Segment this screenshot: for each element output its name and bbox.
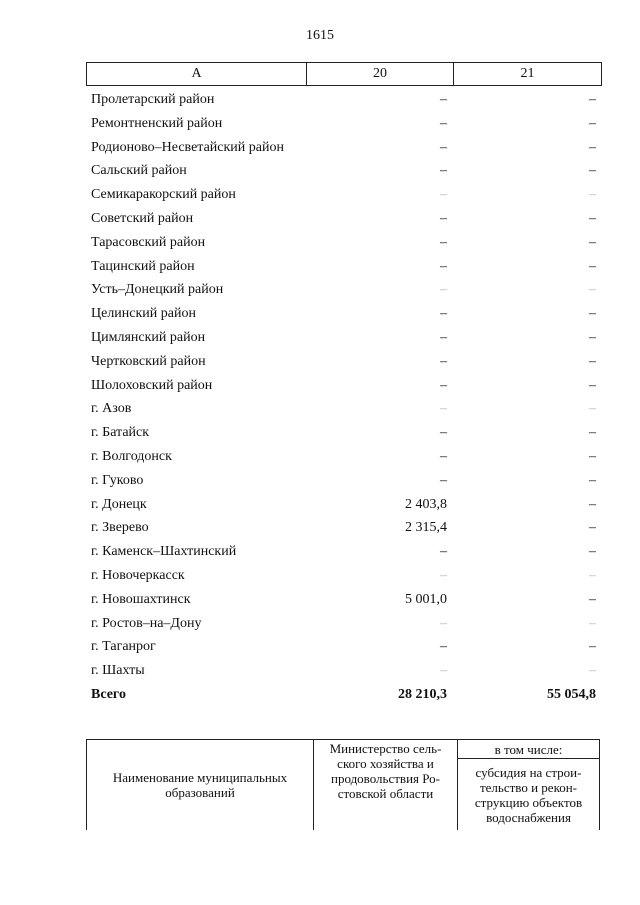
row-name: Сальский район [91, 163, 187, 179]
column-header-row [87, 63, 602, 86]
row-value-21: – [589, 639, 596, 655]
row-value-20: – [440, 639, 447, 655]
table-row [86, 540, 600, 564]
table-row [86, 112, 600, 136]
row-value-20: 5 001,0 [405, 591, 447, 607]
header-subsidy: субсидия на строи- тельство и рекон- струкцию объектов водоснабжения [458, 759, 600, 830]
row-value-21: – [589, 663, 596, 679]
header-including: в том числе: [458, 740, 600, 759]
row-value-21: – [589, 210, 596, 226]
row-value-21: – [589, 448, 596, 464]
row-name: г. Донецк [91, 496, 147, 512]
row-value-20: – [440, 377, 447, 393]
table-row [86, 445, 600, 469]
row-value-20: – [440, 567, 447, 583]
row-value-20: – [440, 306, 447, 322]
row-name: г. Каменск–Шахтинский [91, 544, 237, 560]
table-row [86, 159, 600, 183]
row-name: г. Батайск [91, 425, 150, 441]
row-value-21: – [589, 258, 596, 274]
data-rows [86, 88, 600, 707]
table-row [86, 588, 600, 612]
table-row [86, 516, 600, 540]
table-row [86, 612, 600, 636]
row-value-21: – [589, 567, 596, 583]
row-value-20: – [440, 401, 447, 417]
row-value-21: – [589, 329, 596, 345]
row-name: Родионово–Несветайский район [91, 139, 284, 155]
total-value-20: 28 210,3 [398, 686, 447, 702]
row-value-20: – [440, 258, 447, 274]
table-row [86, 278, 600, 302]
column-header-a: А [87, 63, 307, 86]
table-row [86, 469, 600, 493]
row-value-20: – [440, 115, 447, 131]
total-value-21: 55 054,8 [547, 686, 596, 702]
row-value-21: – [589, 401, 596, 417]
row-value-21: – [589, 163, 596, 179]
row-value-21: – [589, 306, 596, 322]
table-row [86, 350, 600, 374]
row-value-21: – [589, 282, 596, 298]
total-row [86, 683, 600, 707]
row-value-20: 2 403,8 [405, 496, 447, 512]
row-name: Цимлянский район [91, 329, 206, 345]
table-row [86, 635, 600, 659]
row-value-20: – [440, 163, 447, 179]
row-value-21: – [589, 472, 596, 488]
row-value-20: – [440, 210, 447, 226]
row-name: г. Зверево [91, 520, 149, 536]
row-value-21: – [589, 591, 596, 607]
row-value-20: – [440, 187, 447, 203]
row-value-20: – [440, 282, 447, 298]
table-row [86, 136, 600, 160]
row-name: Усть–Донецкий район [91, 282, 224, 298]
continuation-table-header [86, 739, 600, 830]
page-number: 1615 [306, 28, 334, 43]
row-value-20: – [440, 472, 447, 488]
row-value-20: – [440, 329, 447, 345]
row-value-20: – [440, 544, 447, 560]
row-name: г. Ростов–на–Дону [91, 615, 202, 631]
table-row [86, 88, 600, 112]
row-name: Шолоховский район [91, 377, 213, 393]
row-value-21: – [589, 520, 596, 536]
row-name: Чертковский район [91, 353, 206, 369]
row-value-21: – [589, 353, 596, 369]
row-name: Тарасовский район [91, 234, 206, 250]
row-value-20: – [440, 448, 447, 464]
row-value-21: – [589, 234, 596, 250]
header-ministry: Министерство сель- ского хозяйства и продовольствия Ро- стовской области [314, 740, 458, 831]
table-row [86, 374, 600, 398]
row-value-20: – [440, 234, 447, 250]
row-value-21: – [589, 544, 596, 560]
table-row [86, 231, 600, 255]
row-value-20: – [440, 139, 447, 155]
column-header-20: 20 [307, 63, 454, 86]
row-name: г. Азов [91, 401, 132, 417]
row-value-20: – [440, 92, 447, 107]
row-value-21: – [589, 139, 596, 155]
row-name: г. Волгодонск [91, 448, 172, 464]
table-row [86, 493, 600, 517]
row-value-21: – [589, 496, 596, 512]
row-value-21: – [589, 425, 596, 441]
row-value-21: – [589, 377, 596, 393]
row-name: Тацинский район [91, 258, 195, 274]
row-name: Ремонтненский район [91, 115, 223, 131]
row-value-20: 2 315,4 [405, 520, 447, 536]
table-row [86, 564, 600, 588]
row-name: г. Таганрог [91, 639, 156, 655]
row-value-20: – [440, 353, 447, 369]
column-header-table [86, 62, 602, 86]
row-value-21: – [589, 187, 596, 203]
row-value-21: – [589, 615, 596, 631]
row-value-21: – [589, 92, 596, 107]
row-name: г. Шахты [91, 663, 145, 679]
row-name: г. Гуково [91, 472, 144, 488]
row-name: Семикаракорский район [91, 187, 236, 203]
row-value-20: – [440, 663, 447, 679]
table-row [86, 421, 600, 445]
row-name: Целинский район [91, 306, 196, 322]
row-value-20: – [440, 615, 447, 631]
row-name: Советский район [91, 210, 194, 226]
total-label: Всего [91, 686, 126, 702]
header-municipal-name: Наименование муниципальных образований [87, 740, 314, 831]
row-name: г. Новошахтинск [91, 591, 191, 607]
row-name: г. Новочеркасск [91, 567, 185, 583]
row-value-21: – [589, 115, 596, 131]
row-name: Пролетарский район [91, 92, 215, 107]
table-row [86, 326, 600, 350]
column-header-21: 21 [454, 63, 602, 86]
row-value-20: – [440, 425, 447, 441]
table-row [86, 183, 600, 207]
table-row [86, 659, 600, 683]
table-row [86, 255, 600, 279]
table-row [86, 207, 600, 231]
table-row [86, 397, 600, 421]
table-row [86, 302, 600, 326]
